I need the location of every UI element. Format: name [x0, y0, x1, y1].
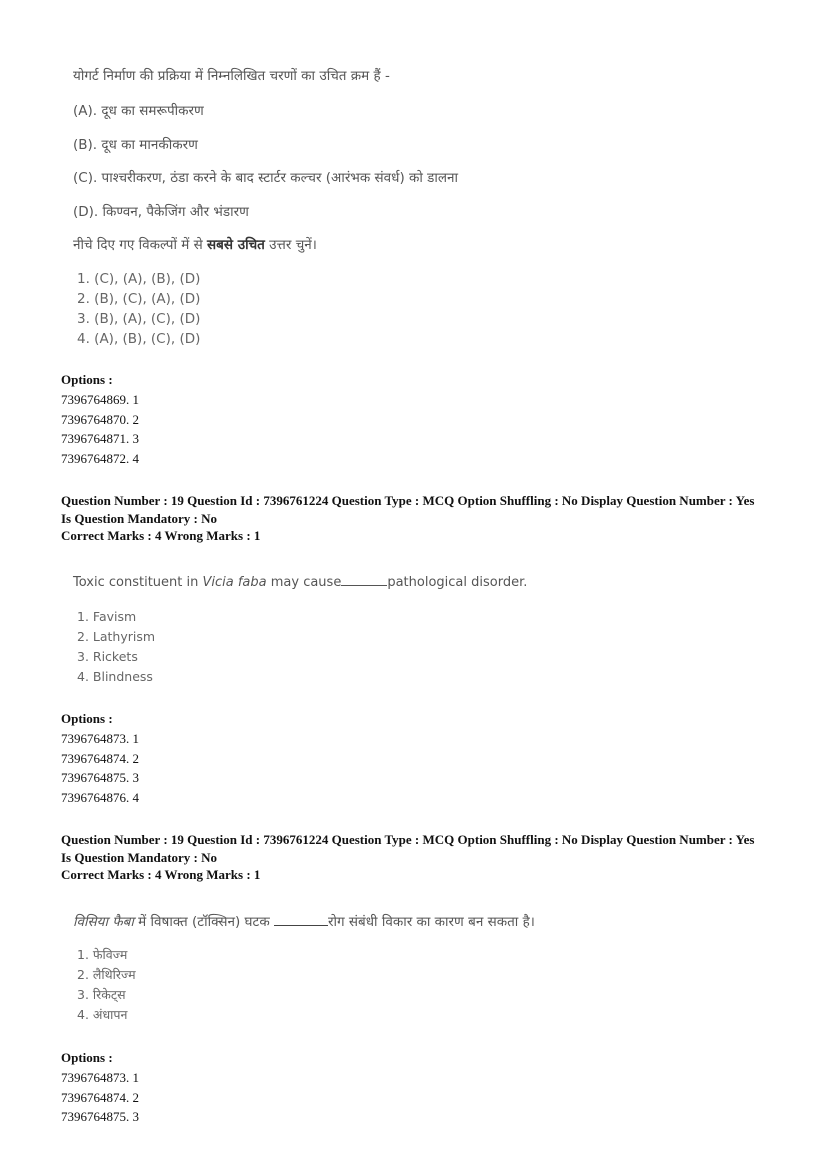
option-item: 7396764873. 1 [61, 731, 139, 746]
stem-mid: may cause [266, 575, 342, 590]
q19-hi-stem [73, 912, 535, 930]
q18-choice-3: 3. (B), (A), (C), (D) [77, 311, 201, 327]
q18-step-a: (A). दूध का समरूपीकरण [73, 103, 204, 119]
meta-line-2: Is Question Mandatory : No [61, 510, 218, 526]
meta-line-1: Question Number : 19 Question Id : 7396761224 Question Type : MCQ Option Shuffling : No Display Question Number : Yes [61, 832, 755, 847]
q18-instruction-pre: नीचे दिए गए विकल्पों में से [73, 237, 208, 253]
option-item: 7396764872. 4 [61, 450, 139, 466]
q18-step-d: (D). किण्वन, पैकेजिंग और भंडारण [73, 204, 249, 220]
option-item: 7396764870. 2 [61, 411, 139, 427]
q18-stem: योगर्ट निर्माण की प्रक्रिया में निम्नलिखित चरणों का उचित क्रम हैं - [73, 68, 390, 84]
q19-en-choice-2: 2. Lathyrism [77, 629, 156, 644]
q18-options-list [61, 370, 139, 468]
stem-italic: Vicia faba [202, 575, 267, 590]
q19-en-choice-3: 3. Rickets [77, 649, 138, 664]
fill-blank [341, 575, 387, 586]
option-item: 7396764874. 2 [61, 750, 139, 766]
stem-post: pathological disorder. [387, 575, 528, 590]
q18-step-b: (B). दूध का मानकीकरण [73, 137, 198, 153]
q18-choice-1: 1. (C), (A), (B), (D) [77, 271, 201, 287]
q19-hi-choice-4: 4. अंधापन [77, 1007, 128, 1022]
options-heading: Options : [61, 711, 113, 726]
q19-en-meta [61, 492, 754, 545]
option-item: 7396764873. 1 [61, 1070, 139, 1085]
q19-hi-meta [61, 831, 754, 884]
option-item: 7396764875. 3 [61, 1109, 139, 1124]
q18-instruction [73, 235, 317, 253]
meta-line-3: Correct Marks : 4 Wrong Marks : 1 [61, 528, 261, 543]
q19-en-stem [73, 575, 527, 590]
option-item: 7396764869. 1 [61, 392, 139, 407]
meta-line-1: Question Number : 19 Question Id : 7396761224 Question Type : MCQ Option Shuffling : No Display Question Number : Yes [61, 493, 755, 508]
q19-hi-choice-2: 2. लैथिरिज्म [77, 967, 136, 982]
stem-italic: विसिया फैबा [73, 914, 134, 930]
option-item: 7396764874. 2 [61, 1089, 139, 1105]
q19-en-question-image [0, 560, 826, 690]
stem-mid: में विषाक्त (टॉक्सिन) घटक [133, 914, 274, 930]
option-item: 7396764876. 4 [61, 789, 139, 805]
q19-en-options-list [61, 709, 139, 807]
q18-question-image [0, 0, 826, 360]
meta-line-2: Is Question Mandatory : No [61, 849, 218, 865]
q19-hi-choice-3: 3. रिकेट्स [77, 987, 126, 1002]
q18-instruction-post: उत्तर चुनें। [264, 237, 317, 253]
q19-en-choice-4: 4. Blindness [77, 669, 153, 684]
q18-choice-4: 4. (A), (B), (C), (D) [77, 331, 201, 347]
q19-hi-question-image [0, 900, 826, 1030]
options-heading: Options : [61, 1050, 113, 1065]
stem-post: रोग संबंधी विकार का कारण बन सकता है। [328, 914, 535, 930]
options-heading: Options : [61, 372, 113, 387]
q19-hi-options-list [61, 1048, 139, 1127]
meta-line-3: Correct Marks : 4 Wrong Marks : 1 [61, 867, 261, 882]
q18-choice-2: 2. (B), (C), (A), (D) [77, 291, 201, 307]
q19-hi-choice-1: 1. फेविज्म [77, 947, 128, 962]
fill-blank [274, 915, 328, 926]
q18-instruction-bold: सबसे उचित [207, 237, 265, 253]
q19-en-choice-1: 1. Favism [77, 609, 137, 624]
option-item: 7396764871. 3 [61, 431, 139, 446]
stem-pre: Toxic constituent in [73, 575, 203, 590]
option-item: 7396764875. 3 [61, 770, 139, 785]
q18-step-c: (C). पाश्चरीकरण, ठंडा करने के बाद स्टार्टर कल्चर (आरंभक संवर्ध) को डालना [73, 170, 459, 186]
